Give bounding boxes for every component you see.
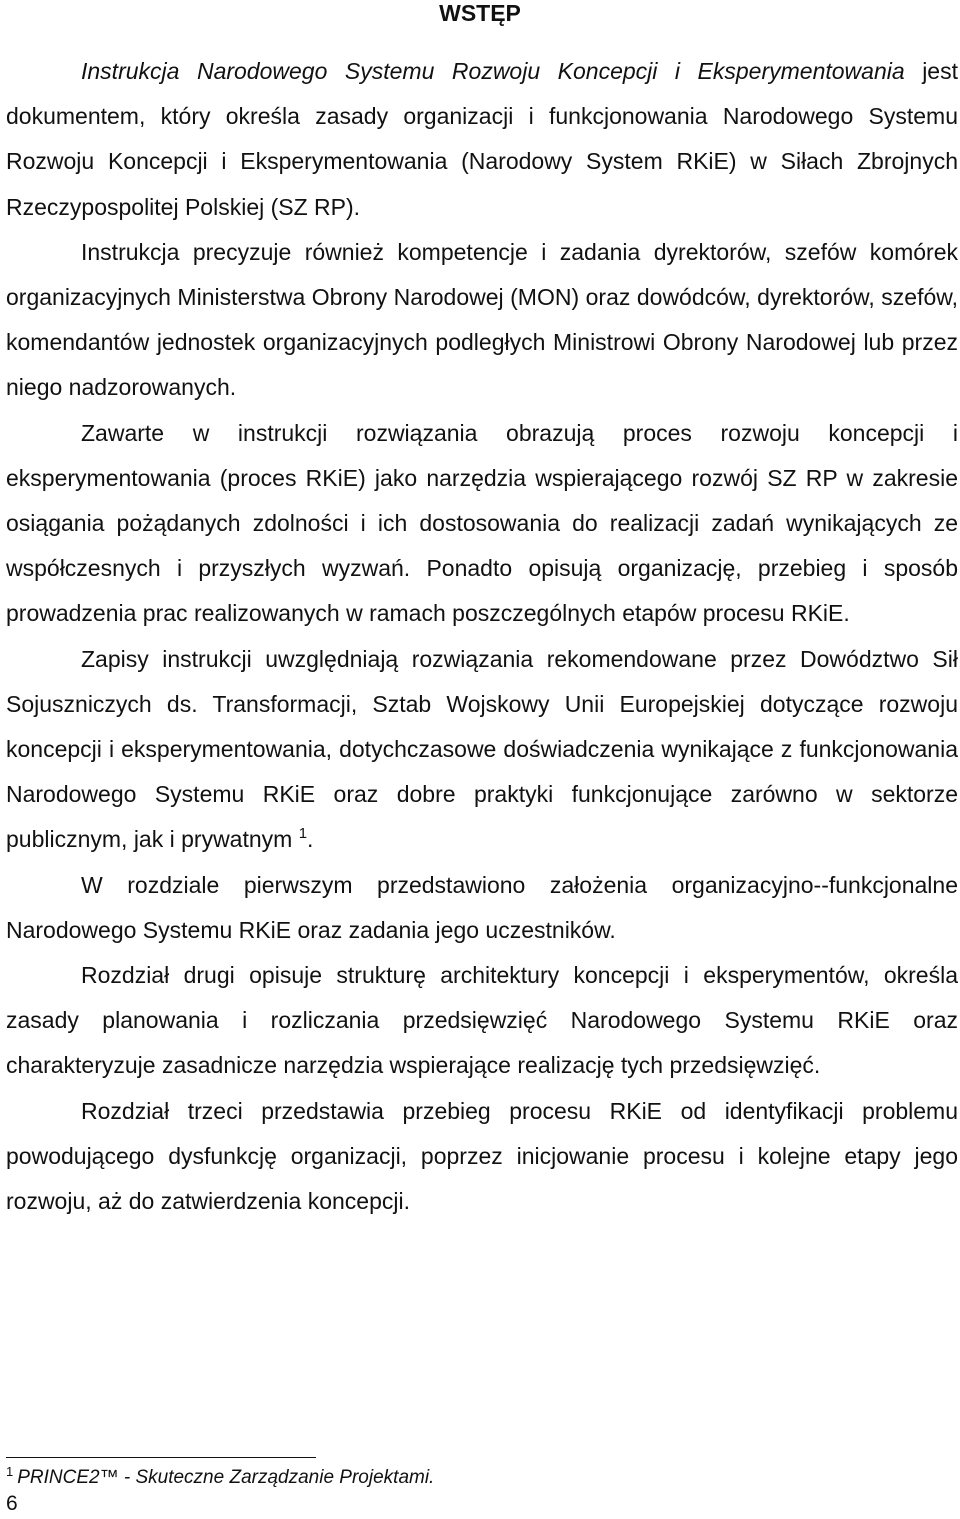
section-title: WSTĘP: [439, 0, 521, 26]
paragraph-2: Instrukcja precyzuje również kompetencje i zadania dyrektorów, szefów komórek organizacyjnych Ministerstwa Obrony Narodowej (MON) oraz dowódców, dyrektorów, szefów, komendantów jednostek organizacyjnych podległych Ministrowi Obrony Narodowej lub przez niego nadzorowanych.: [6, 238, 958, 401]
paragraph-3: Zawarte w instrukcji rozwiązania obrazują proces rozwoju koncepcji i eksperymentowania (proces RKiE) jako narzędzia wspierającego rozwój SZ RP w zakresie osiągania pożądanych zdolności i ich dostosowania do realizacji zadań wynikających ze współczesnych i przyszłych wyzwań. Ponadto opisują organizację, przebieg i sposób prowadzenia prac realizowanych w ramach poszczególnych etapów procesu RKiE.: [6, 419, 958, 627]
paragraph-7: Rozdział trzeci przedstawia przebieg procesu RKiE od identyfikacji problemu powodującego dysfunkcję organizacji, poprzez inicjowanie procesu i kolejne etapy jego rozwoju, aż do zatwierdzenia koncepcji.: [6, 1097, 958, 1215]
paragraph-4-tail: .: [307, 826, 314, 853]
paragraph-4-text: Zapisy instrukcji uwzględniają rozwiązania rekomendowane przez Dowództwo Sił Sojuszniczych ds. Transformacji, Sztab Wojskowy Unii Europejskiej dotyczące rozwoju koncepcji i eksperymentowania, dotychczasowe doświadczenia wynikające z funkcjonowania Narodowego Systemu RKiE oraz dobre praktyki funkcjonujące zarówno w sektorze publicznym, jak i prywatnym: [6, 645, 958, 853]
footnote-reference[interactable]: 1: [298, 825, 308, 843]
body-text: [6, 49, 958, 1224]
footnote: [6, 1466, 434, 1490]
paragraph-1: [6, 49, 958, 230]
paragraph-1-text: jest dokumentem, który określa zasady organizacji i funkcjonowania Narodowego Systemu Rozwoju Koncepcji i Eksperymentowania (Narodowy System RKiE) w Siłach Zbrojnych Rzeczypospolitej Polskiej (SZ RP).: [6, 58, 958, 220]
document-name-italic: Instrukcja Narodowego Systemu Rozwoju Koncepcji i Eksperymentowania: [81, 58, 905, 84]
paragraph-5: W rozdziale pierwszym przedstawiono założenia organizacyjno--funkcjonalne Narodowego Systemu RKiE oraz zadania jego uczestników.: [6, 871, 958, 943]
paragraph-6: Rozdział drugi opisuje strukturę architektury koncepcji i eksperymentów, określa zasady planowania i rozliczania przedsięwzięć Narodowego Systemu RKiE oraz charakteryzuje zasadnicze narzędzia wspierające realizację tych przedsięwzięć.: [6, 962, 958, 1079]
footnote-divider: [6, 1457, 316, 1458]
page-number: 6: [6, 1492, 18, 1515]
footnote-mark: 1: [6, 1464, 14, 1479]
footnote-text: PRINCE2™ - Skuteczne Zarządzanie Projektami.: [17, 1467, 435, 1488]
paragraph-4: [6, 637, 958, 863]
